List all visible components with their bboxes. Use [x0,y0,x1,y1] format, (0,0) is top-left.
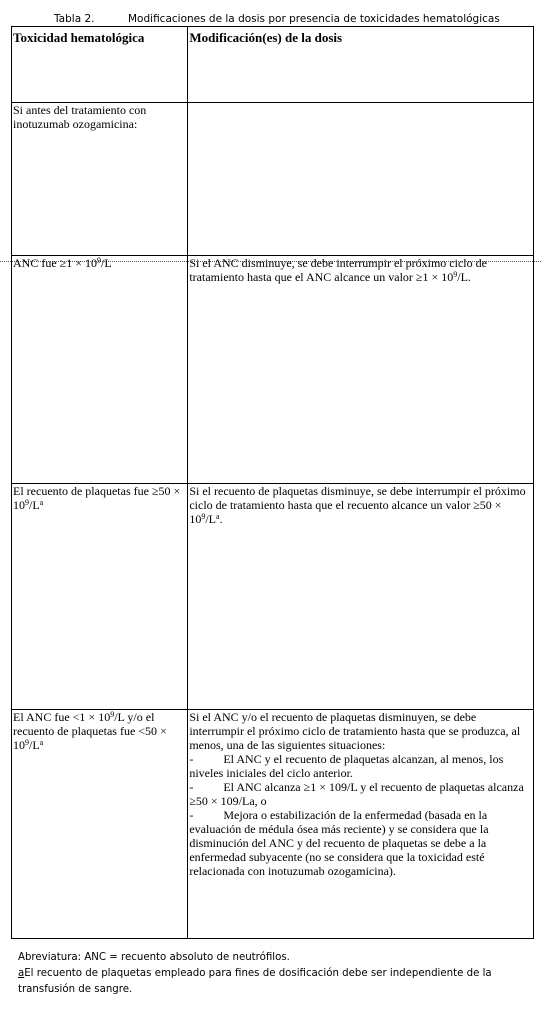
modification-cell [188,484,534,710]
footnote-text: El recuento de plaquetas empleado para fines de dosificación debe ser independiente de la [24,968,492,979]
toxicity-cell [12,103,188,256]
toxicity-cell [12,256,188,484]
modification-text: /L. [457,270,471,284]
toxicity-text: /L y/o el recuento de plaquetas fue <50 × 10 [13,710,167,752]
footnote-marker: a [39,498,44,507]
footnote-marker: a [216,512,220,521]
modification-cell [188,103,534,256]
superscript: 9 [97,256,102,265]
modification-text: . [219,512,223,526]
table-number: Tabla 2. [54,13,95,25]
table-row [12,103,534,256]
superscript: 9 [110,710,115,719]
modification-cell [188,710,534,939]
table-footer [18,950,533,998]
modification-list-item: - El ANC y el recuento de plaquetas alcanzan, al menos, los niveles iniciales del ciclo anterior. [189,752,504,780]
header-dose-modification: Modificación(es) de la dosis [188,27,534,103]
modification-list-item: - El ANC alcanza ≥1 × 109/L y el recuento de plaquetas alcanza ≥50 × 109/La, o [189,780,524,808]
header-toxicity: Toxicidad hematológica [12,27,188,103]
footnote-line [18,966,533,982]
modification-text: Si el ANC disminuye, se debe interrumpir el próximo ciclo de tratamiento hasta que el ANC alcance un valor ≥1 × 10 [189,256,487,284]
superscript: 9 [25,498,29,507]
toxicity-text: El recuento de plaquetas fue ≥50 × 10 [13,484,181,512]
table-caption [0,12,541,26]
footnote-marker: a [39,738,44,747]
toxicity-cell [12,710,188,939]
footnote-marker: a [18,968,25,979]
toxicity-text: /L [29,498,40,512]
superscript: 9 [201,512,206,521]
table-row [12,710,534,939]
toxicity-text: El ANC fue <1 × 10 [13,710,111,724]
table-row [12,256,534,484]
header-row [12,27,534,103]
modification-cell [188,256,534,484]
modification-list-item: - Mejora o estabilización de la enfermedad (basada en la evaluación de médula ósea más reciente) y se considera que la disminución del ANC y del recuento de plaquetas se debe a la enfermedad subyacente (no se considera que la toxicidad esté relacionada con inotuzumab ozogamicina). [189,808,489,878]
abbreviation-note: Abreviatura: ANC = recuento absoluto de neutrófilos. [18,952,290,963]
table-title: Modificaciones de la dosis por presencia de toxicidades hematológicas [128,13,500,25]
toxicity-text: /L [29,738,40,752]
superscript: 9 [453,270,458,279]
table-row [12,484,534,710]
modification-text: Si el recuento de plaquetas disminuye, se debe interrumpir el próximo ciclo de tratamiento hasta que el recuento alcance un valor ≥50 × 10 [189,484,526,526]
toxicity-text: Si antes del tratamiento con inotuzumab ozogamicina: [13,103,147,131]
modification-intro: Si el ANC y/o el recuento de plaquetas disminuyen, se debe interrumpir el próximo ciclo de tratamiento hasta que se produzca, al menos, una de las siguientes situaciones: [189,710,521,752]
toxicity-text: ANC fue ≥1 × 10 [13,256,98,270]
toxicity-text: /L [101,256,112,270]
footnote-continuation: transfusión de sangre. [18,984,133,995]
toxicity-cell [12,484,188,710]
modification-text: /L [205,512,216,526]
superscript: 9 [25,738,29,747]
dose-modification-table [11,26,534,939]
